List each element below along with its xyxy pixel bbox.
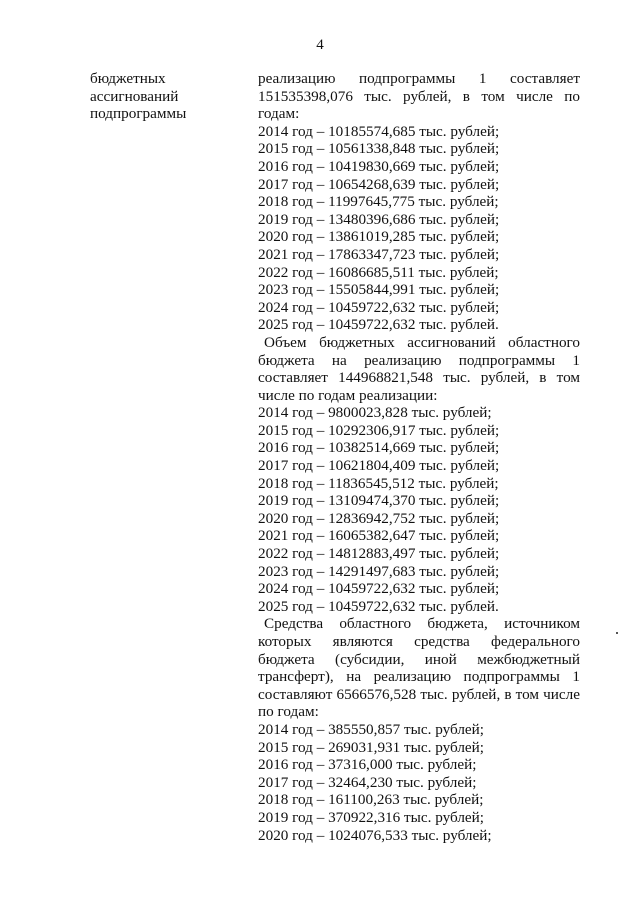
left-label-line: ассигнований	[90, 87, 179, 105]
text-line: 2016 год – 10419830,669 тыс. рублей;	[258, 157, 500, 175]
text-line: 2015 год – 10561338,848 тыс. рублей;	[258, 140, 500, 158]
text-line: 2021 год – 16065382,647 тыс. рублей;	[258, 527, 500, 545]
text-line: 2015 год – 269031,931 тыс. рублей;	[258, 738, 485, 756]
text-line: 2019 год – 13109474,370 тыс. рублей;	[258, 492, 500, 510]
text-line: 2020 год – 12836942,752 тыс. рублей;	[258, 509, 500, 527]
text-line: реализацию подпрограммы 1 составляет	[258, 70, 580, 87]
text-line: 2017 год – 10654268,639 тыс. рублей;	[258, 175, 500, 193]
text-line: числе по годам реализации:	[258, 386, 438, 404]
text-line: 2023 год – 15505844,991 тыс. рублей;	[258, 281, 500, 299]
text-line: Средства областного бюджета, источником	[264, 615, 580, 633]
text-line: составляет 144968821,548 тыс. рублей, в том	[258, 369, 580, 387]
left-label-line: бюджетных	[90, 70, 166, 87]
text-line: трансферт), на реализацию подпрограммы 1	[258, 668, 580, 686]
text-line: 2023 год – 14291497,683 тыс. рублей;	[258, 562, 500, 580]
left-label-column	[90, 70, 240, 123]
scan-speck	[616, 632, 618, 634]
text-line: Объем бюджетных ассигнований областного	[264, 333, 580, 351]
text-line: по годам:	[258, 703, 319, 721]
text-line: 2020 год – 1024076,533 тыс. рублей;	[258, 826, 492, 844]
text-line: 2025 год – 10459722,632 тыс. рублей.	[258, 597, 499, 615]
text-line: годам:	[258, 105, 300, 123]
text-line: 2018 год – 11997645,775 тыс. рублей;	[258, 193, 499, 211]
text-line: 2014 год – 10185574,685 тыс. рублей;	[258, 122, 500, 140]
right-text-column	[258, 70, 580, 844]
text-line: 2024 год – 10459722,632 тыс. рублей;	[258, 580, 500, 598]
text-line: 2017 год – 32464,230 тыс. рублей;	[258, 773, 477, 791]
text-line: 2016 год – 10382514,669 тыс. рублей;	[258, 439, 500, 457]
left-label-line: подпрограммы	[90, 105, 187, 123]
text-line: 2022 год – 14812883,497 тыс. рублей;	[258, 545, 500, 563]
text-line: 2021 год – 17863347,723 тыс. рублей;	[258, 245, 500, 263]
text-line: 151535398,076 тыс. рублей, в том числе по	[258, 87, 580, 105]
text-line: 2020 год – 13861019,285 тыс. рублей;	[258, 228, 500, 246]
text-line: 2016 год – 37316,000 тыс. рублей;	[258, 756, 477, 774]
text-line: 2025 год – 10459722,632 тыс. рублей.	[258, 316, 499, 334]
text-line: составляют 6566576,528 тыс. рублей, в том числе	[258, 685, 580, 703]
text-line: 2015 год – 10292306,917 тыс. рублей;	[258, 421, 500, 439]
text-line: 2024 год – 10459722,632 тыс. рублей;	[258, 298, 500, 316]
text-line: 2017 год – 10621804,409 тыс. рублей;	[258, 457, 500, 475]
text-line: 2019 год – 370922,316 тыс. рублей;	[258, 808, 485, 826]
text-line: 2018 год – 11836545,512 тыс. рублей;	[258, 474, 499, 492]
page-number: 4	[316, 37, 324, 53]
text-line: 2019 год – 13480396,686 тыс. рублей;	[258, 210, 500, 228]
text-line: 2014 год – 385550,857 тыс. рублей;	[258, 720, 485, 738]
text-line: бюджета на реализацию подпрограммы 1	[258, 351, 580, 369]
text-line: которых являются средства федерального	[258, 633, 580, 650]
text-line: бюджета (субсидии, иной межбюджетный	[258, 650, 580, 668]
text-line: 2014 год – 9800023,828 тыс. рублей;	[258, 404, 492, 422]
text-line: 2018 год – 161100,263 тыс. рублей;	[258, 791, 484, 809]
text-line: 2022 год – 16086685,511 тыс. рублей;	[258, 263, 499, 281]
